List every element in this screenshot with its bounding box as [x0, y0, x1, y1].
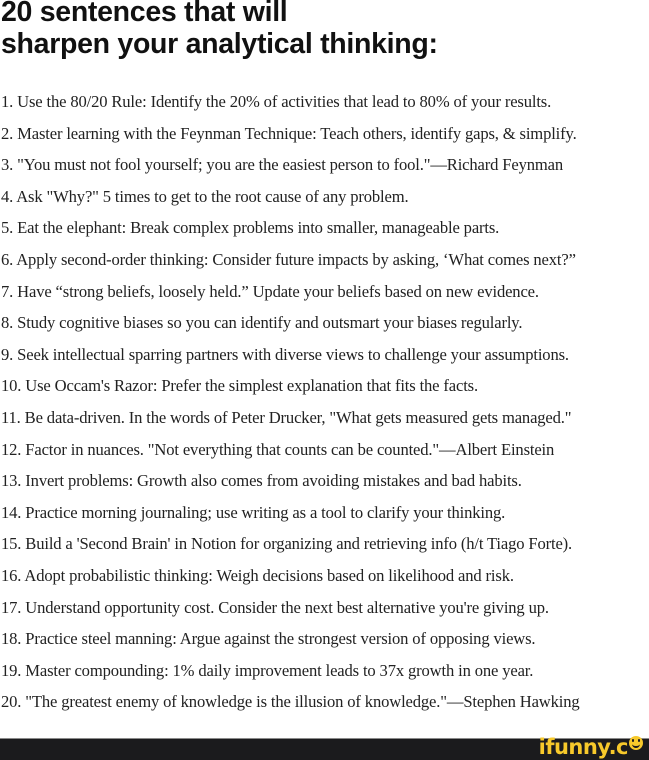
list-item: 14. Practice morning journaling; use writing as a tool to clarify your thinking. [1, 502, 506, 522]
list-item: 2. Master learning with the Feynman Technique: Teach others, identify gaps, & simplify. [1, 123, 577, 143]
list-item: 4. Ask "Why?" 5 times to get to the root cause of any problem. [1, 186, 409, 206]
list-item: 3. "You must not fool yourself; you are the easiest person to fool."—Richard Feynman [1, 155, 563, 175]
watermark-bar [0, 735, 649, 760]
page-title [1, 0, 438, 60]
list-item: 8. Study cognitive biases so you can identify and outsmart your biases regularly. [1, 313, 523, 333]
ifunny-watermark[interactable] [539, 735, 643, 759]
list-item: 15. Build a 'Second Brain' in Notion for organizing and retrieving info (h/t Tiago Forte). [1, 534, 573, 554]
list-item: 13. Invert problems: Growth also comes from avoiding mistakes and bad habits. [1, 471, 522, 491]
list-item: 6. Apply second-order thinking: Consider future impacts by asking, ‘What comes next?” [1, 249, 576, 269]
list-item: 7. Have “strong beliefs, loosely held.” Update your beliefs based on new evidence. [1, 281, 539, 301]
sentence-list [1, 86, 580, 718]
list-item: 9. Seek intellectual sparring partners with diverse views to challenge your assumptions. [1, 344, 569, 364]
smiley-icon [629, 736, 643, 750]
list-item: 17. Understand opportunity cost. Consider the next best alternative you're giving up. [1, 597, 549, 617]
list-item: 20. "The greatest enemy of knowledge is the illusion of knowledge."—Stephen Hawking [1, 692, 580, 712]
list-item: 12. Factor in nuances. "Not everything that counts can be counted."—Albert Einstein [1, 439, 555, 459]
list-item: 18. Practice steel manning: Argue against the strongest version of opposing views. [1, 629, 536, 649]
list-item: 11. Be data-driven. In the words of Peter Drucker, "What gets measured gets managed." [1, 407, 572, 427]
list-item: 19. Master compounding: 1% daily improvement leads to 37x growth in one year. [1, 660, 534, 680]
list-item: 1. Use the 80/20 Rule: Identify the 20% of activities that lead to 80% of your results. [1, 92, 552, 111]
list-item: 10. Use Occam's Razor: Prefer the simplest explanation that fits the facts. [1, 376, 478, 396]
list-item: 5. Eat the elephant: Break complex problems into smaller, manageable parts. [1, 218, 500, 238]
title-line-2: sharpen your analytical thinking: [1, 28, 438, 60]
list-item: 16. Adopt probabilistic thinking: Weigh decisions based on likelihood and risk. [1, 565, 514, 585]
title-line-1: 20 sentences that will [1, 0, 288, 28]
watermark-text: ifunny.c [538, 735, 628, 759]
